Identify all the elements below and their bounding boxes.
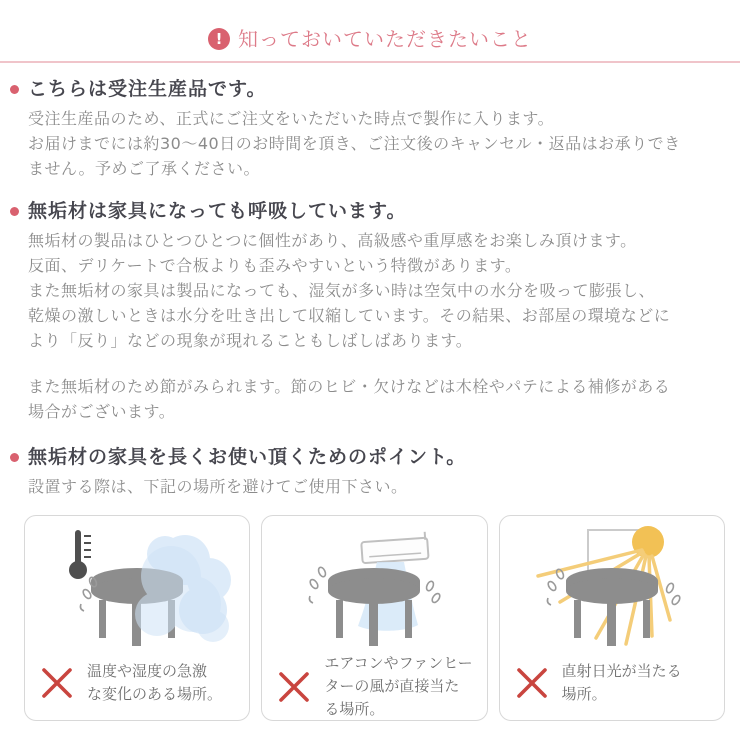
caption-row	[500, 660, 724, 720]
warning-caption	[562, 660, 682, 706]
thermometer-icon	[69, 530, 91, 579]
section-made-to-order	[0, 76, 740, 181]
section-heading: 無垢材の家具を長くお使い頂くためのポイント。	[28, 446, 467, 468]
notice-header	[0, 0, 740, 52]
text-line: また無垢材の家具は製品になっても、湿気が多い時は空気中の水分を吸って膨張し、	[28, 281, 656, 300]
air-conditioner-table-icon	[274, 524, 474, 652]
warning-box-temperature-humidity	[24, 515, 250, 721]
text-line: 受注生産品のため、正式にご注文をいただいた時点で製作に入ります。	[28, 109, 555, 128]
text-line: お届けまでには約30〜40日のお時間を頂き、ご注文後のキャンセル・返品はお承りでき	[28, 134, 681, 153]
warning-boxes	[24, 515, 725, 721]
section-heading: 無垢材は家具になっても呼吸しています。	[28, 200, 407, 222]
direct-sunlight-table-icon	[512, 524, 712, 652]
table	[328, 568, 420, 646]
temperature-humidity-table-icon	[37, 524, 237, 652]
cross-icon	[512, 663, 552, 703]
bullet-icon	[10, 85, 19, 94]
air-conditioner-illustration	[262, 516, 486, 652]
caption-row	[262, 652, 486, 735]
warning-caption	[87, 660, 222, 706]
section-usage-points	[0, 444, 740, 499]
cross-icon	[37, 663, 77, 703]
section-paragraph	[28, 228, 728, 353]
notice-content	[0, 63, 740, 721]
section-paragraph	[28, 374, 728, 424]
text-line: 場合がございます。	[28, 402, 176, 421]
section-heading: こちらは受注生産品です。	[28, 78, 267, 100]
bullet-icon	[10, 207, 19, 216]
caption-line: な変化のある場所。	[87, 685, 223, 703]
section-heading-row	[0, 76, 740, 102]
section-heading-row	[0, 444, 740, 470]
air-conditioner-unit	[361, 532, 429, 564]
text-line: 無垢材の製品はひとつひとつに個性があり、高級感や重厚感をお楽しみ頂けます。	[28, 231, 637, 250]
caption-line: 直射日光が当たる	[561, 662, 682, 680]
section-paragraph	[28, 106, 728, 181]
text-line: ません。予めご了承ください。	[28, 159, 260, 178]
cross-icon	[274, 667, 314, 707]
section-paragraph	[28, 474, 728, 499]
warning-box-air-conditioner	[261, 515, 487, 721]
caption-line: る場所。	[324, 700, 385, 718]
bullet-icon	[10, 453, 19, 462]
direct-sunlight-illustration	[500, 516, 724, 660]
section-heading-row	[0, 198, 740, 224]
caption-line: 温度や湿度の急激	[87, 662, 208, 680]
exclamation-circle-icon: !	[208, 28, 230, 50]
text-line: より「反り」などの現象が現れることもしばしばあります。	[28, 331, 473, 350]
temperature-humidity-illustration	[25, 516, 249, 660]
text-line: 設置する際は、下記の場所を避けてご使用下さい。	[28, 477, 408, 496]
caption-line: エアコンやファンヒー	[324, 654, 473, 672]
page-title: 知っておいていただきたいこと	[238, 27, 532, 51]
caption-line: 場所。	[561, 685, 607, 703]
section-solid-wood-breathing	[0, 198, 740, 424]
warning-caption	[324, 652, 472, 721]
text-line: 反面、デリケートで合板よりも歪みやすいという特徴があります。	[28, 256, 522, 275]
text-line: 乾燥の激しいときは水分を吐き出して収縮しています。その結果、お部屋の環境などに	[28, 306, 671, 325]
sun-icon	[632, 526, 664, 558]
text-line: また無垢材のため節がみられます。節のヒビ・欠けなどは木栓やパテによる補修がある	[28, 377, 671, 396]
table	[566, 568, 658, 646]
caption-line: ターの風が直接当た	[324, 677, 460, 695]
warning-box-direct-sunlight	[499, 515, 725, 721]
caption-row	[25, 660, 249, 720]
